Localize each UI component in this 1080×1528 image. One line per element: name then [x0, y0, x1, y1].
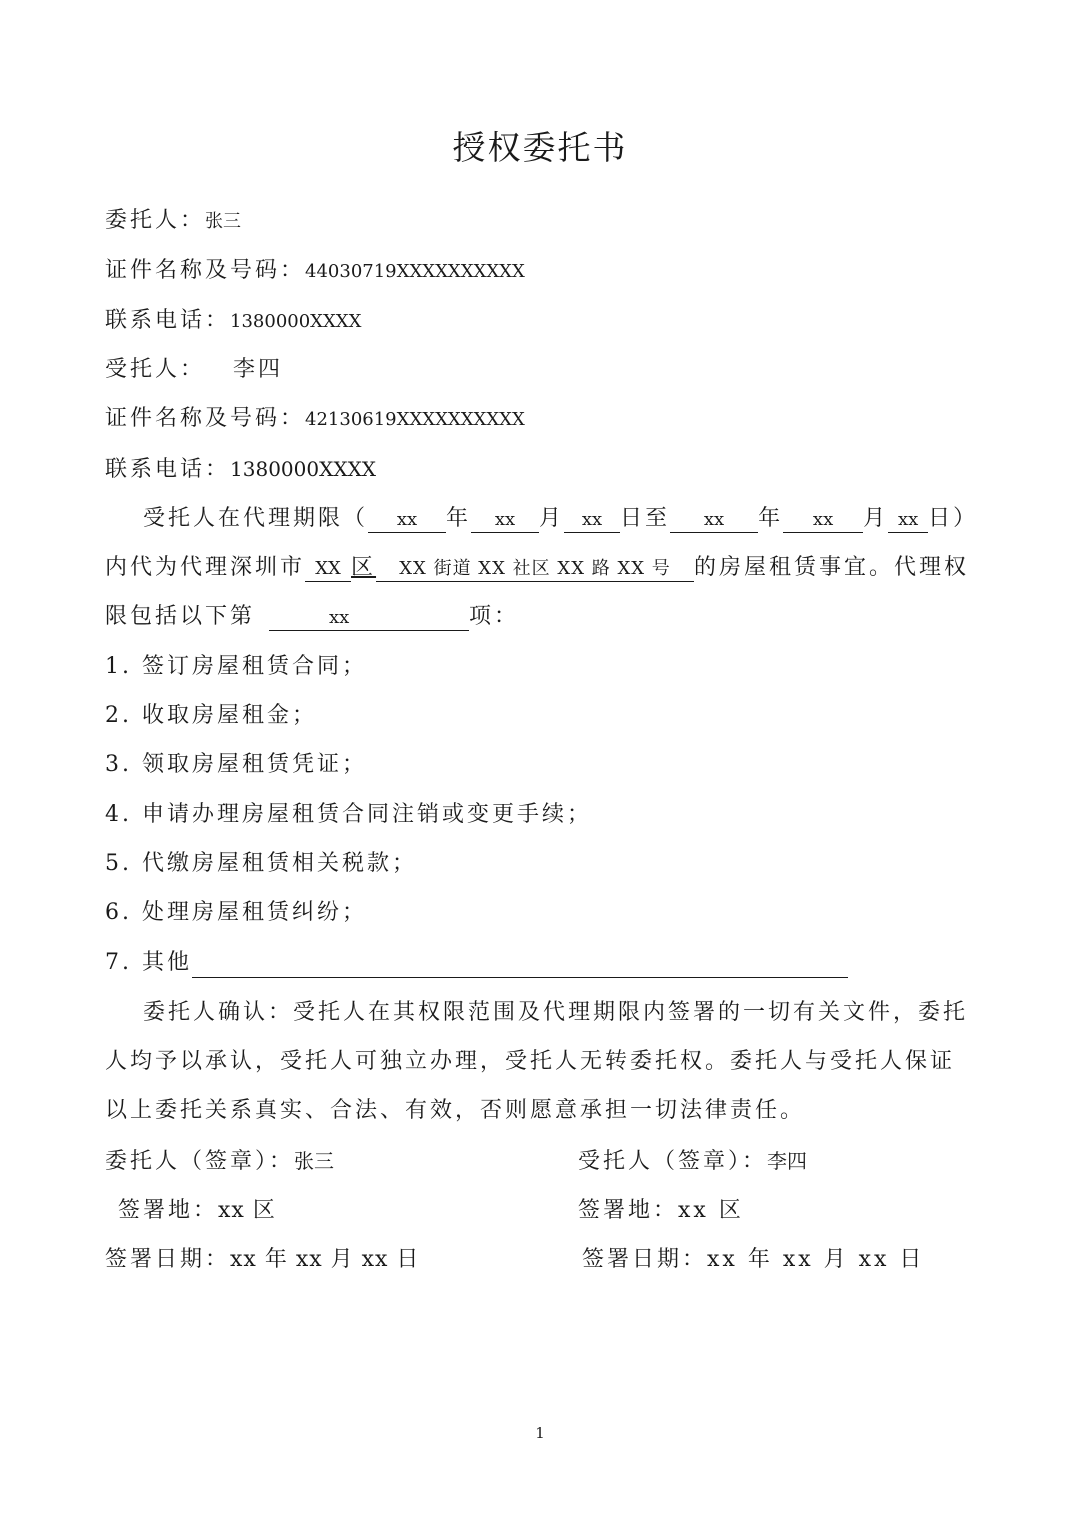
list-item: 1. 签订房屋租赁合同；	[105, 654, 367, 679]
property-prefix: 内代为代理深圳市	[105, 555, 306, 580]
property-line	[105, 553, 969, 583]
list-item: 4. 申请办理房屋租赁合同注销或变更手续；	[105, 802, 592, 827]
list-item: 5. 代缴房屋租赁相关税款；	[105, 851, 417, 876]
term-start-year: xx	[368, 508, 446, 533]
agent-signature-line	[578, 1146, 807, 1177]
term-start-day: xx	[564, 508, 620, 533]
principal-id-value: 44030719XXXXXXXXXX	[305, 261, 525, 282]
principal-phone-value: 1380000XXXX	[230, 311, 362, 332]
term-end-year: xx	[670, 508, 758, 533]
agent-date-value: xx 年 xx 月 xx 日	[707, 1247, 925, 1272]
principal-phone-line	[105, 306, 361, 337]
principal-label: 委托人：	[105, 208, 206, 233]
principal-id-line	[105, 256, 525, 287]
principal-place-line	[118, 1196, 276, 1226]
principal-date-label: 签署日期：	[105, 1247, 231, 1272]
principal-place-label: 签署地：	[118, 1198, 219, 1223]
term-month-char: 月	[539, 506, 565, 531]
list-item: 3. 领取房屋租赁凭证；	[105, 752, 367, 777]
agent-place-label: 签署地：	[578, 1198, 679, 1223]
property-district: XX	[305, 557, 351, 582]
principal-place-value: xx 区	[218, 1198, 276, 1223]
principal-sign-name: 张三	[294, 1149, 335, 1173]
term-start-month: xx	[471, 508, 539, 533]
term-end-day: xx	[888, 508, 928, 533]
scope-prefix: 限包括以下第	[105, 604, 256, 629]
term-year-char-2: 年	[758, 506, 784, 531]
agent-place-value: xx 区	[678, 1198, 744, 1223]
principal-id-label: 证件名称及号码：	[105, 258, 306, 283]
scope-line	[105, 602, 519, 632]
principal-phone-label: 联系电话：	[105, 308, 231, 333]
confirmation-line: 人均予以承认，受托人可独立办理，受托人无转委托权。委托人与受托人保证	[105, 1049, 956, 1074]
principal-line	[105, 206, 241, 237]
document-title: 授权委托书	[452, 128, 628, 167]
term-prefix: 受托人在代理期限（	[143, 506, 369, 531]
agent-phone-label: 联系电话：	[105, 457, 231, 482]
term-suffix: 日）	[928, 506, 979, 531]
scope-value-text: xx	[329, 607, 350, 628]
term-end-month: xx	[783, 508, 863, 533]
principal-name: 张三	[205, 211, 242, 232]
principal-signature-line	[105, 1146, 334, 1177]
agent-sign-label: 受托人（签章）：	[578, 1149, 768, 1174]
term-year-char: 年	[446, 506, 472, 531]
agent-date-label: 签署日期：	[582, 1247, 708, 1272]
agent-sign-name: 李四	[767, 1149, 808, 1173]
property-suffix: 的房屋租赁事宜。代理权	[694, 555, 970, 580]
agent-name: 李四	[233, 357, 284, 382]
agent-label: 受托人：	[105, 357, 206, 382]
list-item: 2. 收取房屋租金；	[105, 703, 317, 728]
agent-line	[105, 355, 283, 385]
agent-phone-value: 1380000XXXX	[230, 457, 377, 481]
property-address: XX 街道 XX 社区 XX 路 XX 号	[376, 557, 694, 582]
confirmation-line: 以上委托关系真实、合法、有效，否则愿意承担一切法律责任。	[105, 1098, 806, 1123]
principal-sign-label: 委托人（签章）：	[105, 1149, 295, 1174]
term-day-to: 日至	[620, 506, 671, 531]
list-item-other-label: 7. 其他	[105, 950, 192, 975]
principal-date-line	[105, 1245, 419, 1275]
term-month-char-2: 月	[863, 506, 889, 531]
agent-id-line	[105, 404, 525, 435]
confirmation-line: 委托人确认：受托人在其权限范围及代理期限内签署的一切有关文件，委托	[143, 1000, 969, 1025]
other-blank-line	[192, 953, 848, 978]
agent-phone-line	[105, 454, 376, 485]
agent-id-value: 42130619XXXXXXXXXX	[305, 409, 525, 430]
list-item-other	[105, 948, 848, 978]
scope-value	[269, 606, 469, 631]
agent-date-line	[582, 1245, 924, 1275]
agent-id-label: 证件名称及号码：	[105, 406, 306, 431]
term-line	[143, 504, 978, 534]
principal-date-value: xx 年 xx 月 xx 日	[230, 1247, 420, 1272]
agent-place-line	[578, 1196, 744, 1226]
list-item: 6. 处理房屋租赁纠纷；	[105, 900, 367, 925]
property-district-char: 区	[351, 555, 377, 580]
page-number: 1	[535, 1424, 545, 1442]
scope-suffix: 项：	[469, 604, 520, 629]
